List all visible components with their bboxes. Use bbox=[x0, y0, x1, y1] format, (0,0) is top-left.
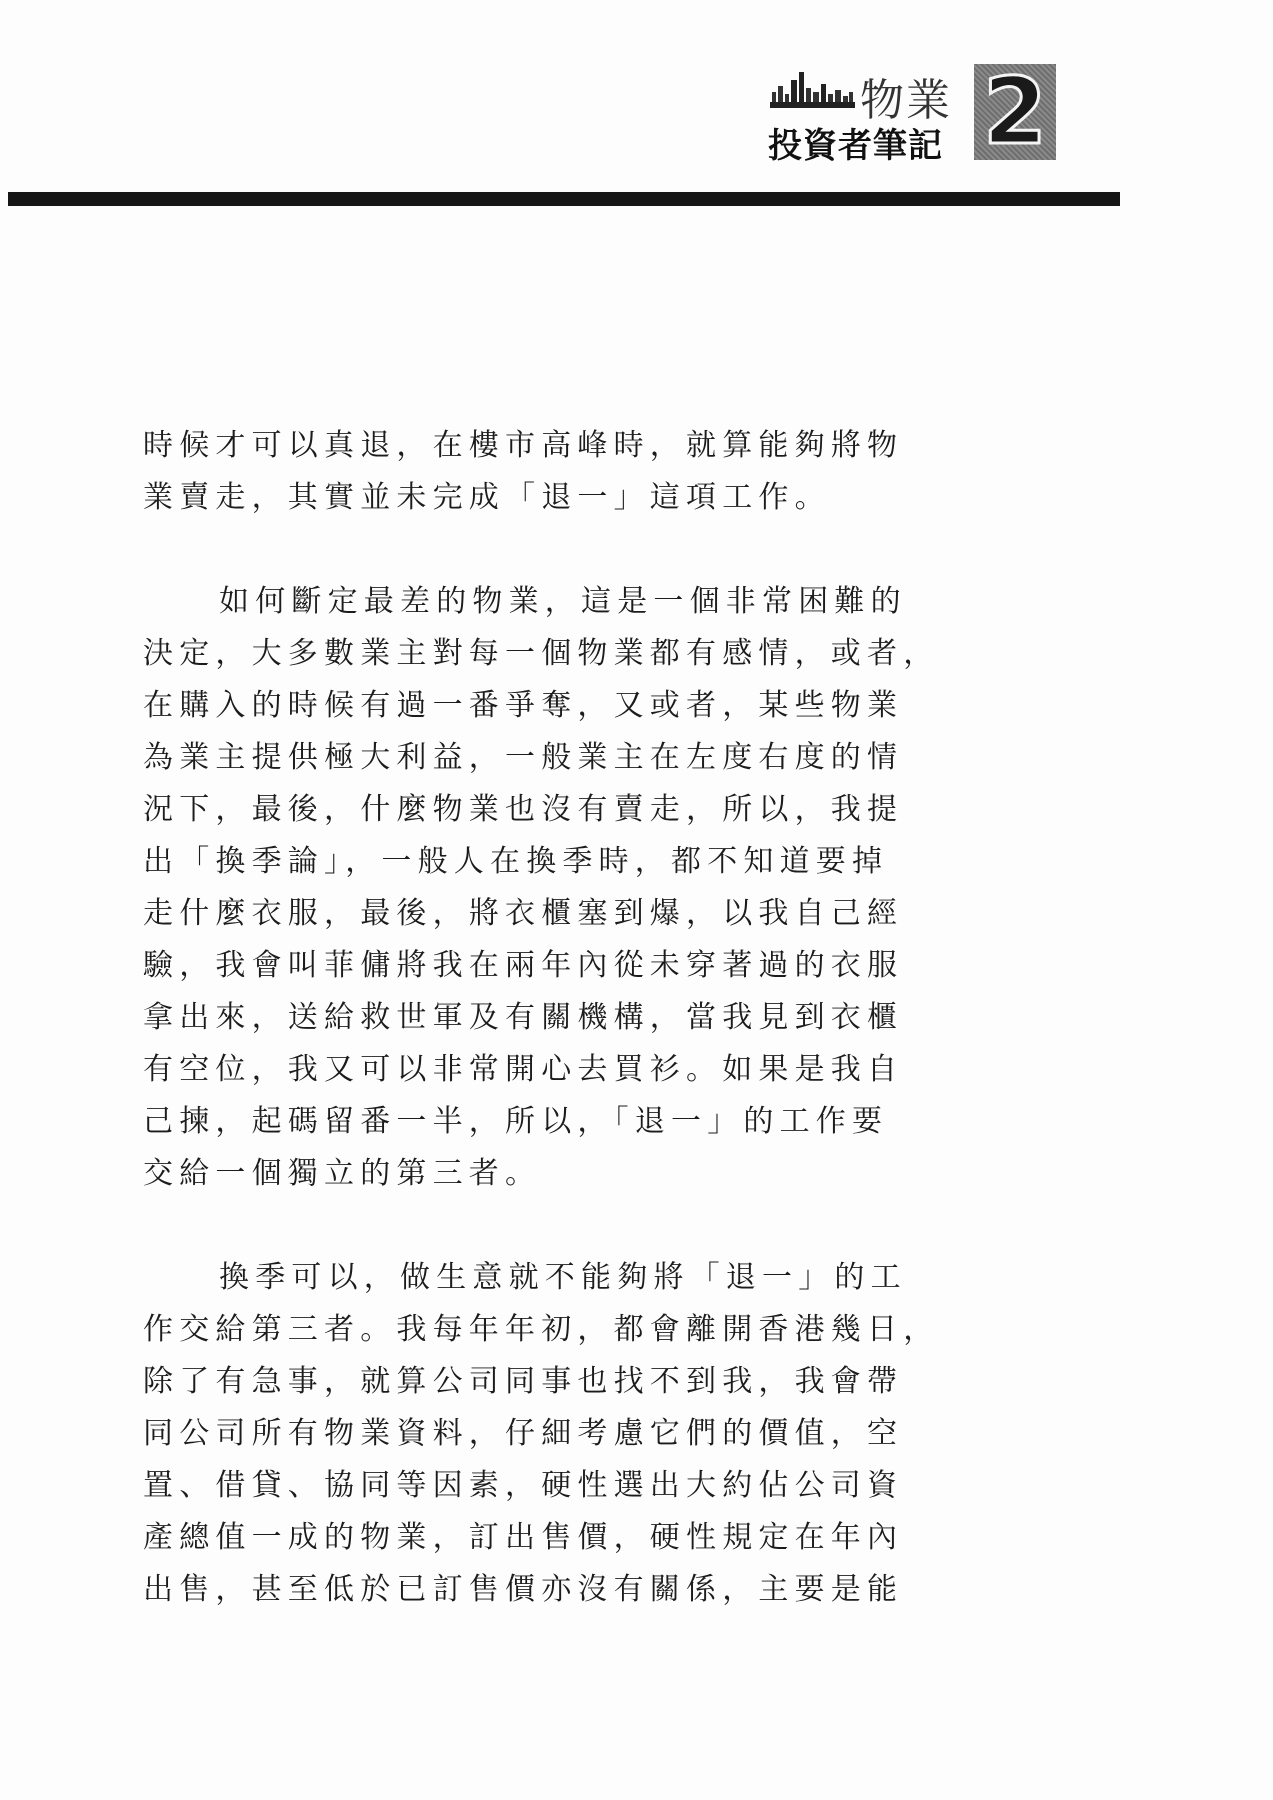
text-line: 況下，最後，什麼物業也沒有賣走，所以，我提 bbox=[143, 792, 904, 827]
text-line: 業賣走，其實並未完成「退一」這項工作。 bbox=[143, 480, 831, 515]
text-line: 同公司所有物業資料，仔細考慮它們的價值，空 bbox=[143, 1416, 904, 1451]
text-line: 決定，大多數業主對每一個物業都有感情，或者， bbox=[143, 636, 940, 671]
text-line: 除了有急事，就算公司同事也找不到我，我會帶 bbox=[143, 1364, 904, 1399]
text-line: 己揀，起碼留番一半，所以，「退一」的工作要 bbox=[143, 1104, 889, 1139]
chapter-number: 2 bbox=[982, 58, 1047, 165]
paragraph-1 bbox=[143, 420, 943, 524]
text-line: 換季可以，做生意就不能夠將「退一」的工 bbox=[219, 1260, 907, 1295]
text-line: 拿出來，送給救世軍及有關機構，當我見到衣櫃 bbox=[143, 1000, 904, 1035]
text-line: 有空位，我又可以非常開心去買衫。如果是我自 bbox=[143, 1052, 904, 1087]
text-line: 為業主提供極大利益，一般業主在左度右度的情 bbox=[143, 740, 904, 775]
text-line: 在購入的時候有過一番爭奪，又或者，某些物業 bbox=[143, 688, 904, 723]
text-line: 如何斷定最差的物業，這是一個非常困難的 bbox=[219, 584, 907, 619]
city-skyline-icon bbox=[770, 72, 855, 108]
text-line: 產總值一成的物業，訂出售價，硬性規定在年內 bbox=[143, 1520, 904, 1555]
text-line: 置、借貸、協同等因素，硬性選出大約佔公司資 bbox=[143, 1468, 904, 1503]
text-line: 作交給第三者。我每年年初，都會離開香港幾日， bbox=[143, 1312, 940, 1347]
text-line: 走什麼衣服，最後，將衣櫃塞到爆，以我自己經 bbox=[143, 896, 904, 931]
paragraph-2 bbox=[143, 576, 943, 1200]
series-title-bottom: 投資者筆記 bbox=[768, 126, 943, 166]
text-line: 出售，甚至低於已訂售價亦沒有關係，主要是能 bbox=[143, 1572, 904, 1607]
text-line: 時候才可以真退，在樓市高峰時，就算能夠將物 bbox=[143, 428, 904, 463]
chapter-number-box bbox=[974, 58, 1056, 165]
text-line: 出「換季論」，一般人在換季時，都不知道要掉 bbox=[143, 844, 889, 879]
header-divider bbox=[8, 192, 1120, 206]
chapter-header bbox=[760, 60, 1090, 170]
text-line: 驗，我會叫菲傭將我在兩年內從未穿著過的衣服 bbox=[143, 948, 904, 983]
paragraph-3 bbox=[143, 1252, 943, 1616]
text-line: 交給一個獨立的第三者。 bbox=[143, 1156, 542, 1191]
series-title-top: 物業 bbox=[860, 75, 952, 126]
body-text bbox=[143, 420, 943, 1616]
